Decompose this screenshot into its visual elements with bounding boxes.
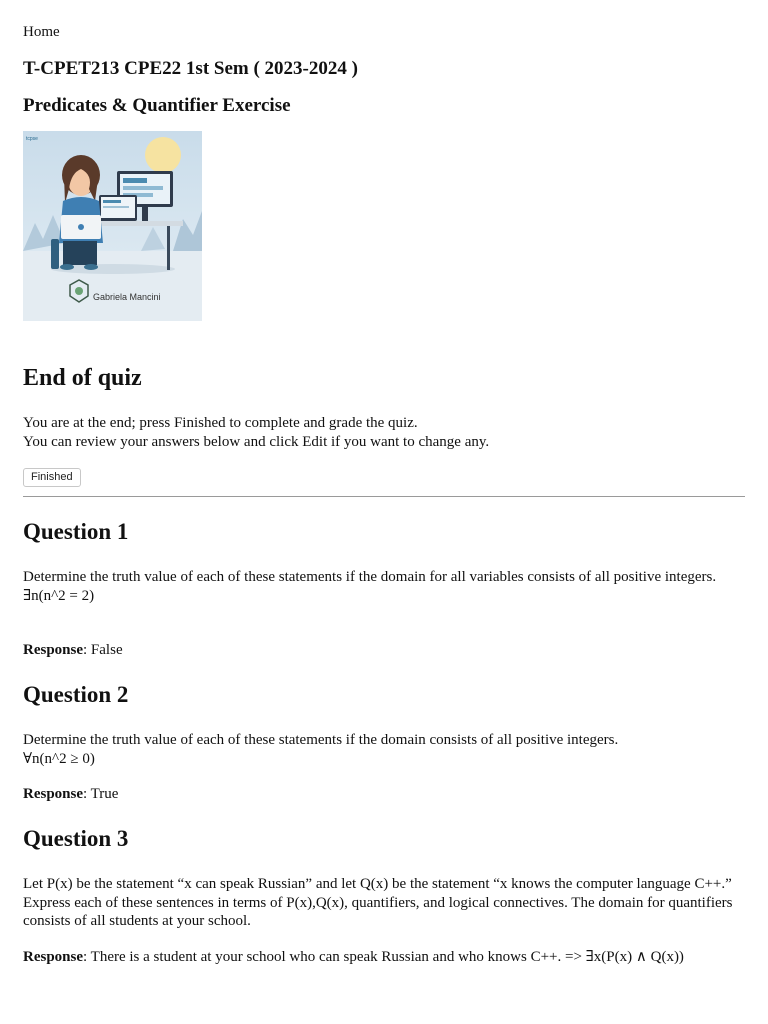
end-of-quiz-instructions [23,414,489,452]
response-label: Response [23,949,84,965]
response-label: Response [23,786,84,802]
question-2-response [23,786,763,803]
banner-author-name: Gabriela Mancini [93,292,161,302]
course-title: T-CPET213 CPE22 1st Sem ( 2023-2024 ) [23,58,358,79]
question-1-heading: Question 1 [23,519,129,544]
response-value: : There is a student at your school who can speak Russian and who knows C++. => ∃x(P(x) ∧ Q(x)) [83,949,684,965]
question-prompt: Determine the truth value of each of these statements if the domain consists of all positive integers. [23,732,619,748]
question-3-heading: Question 3 [23,826,129,851]
question-2-text [23,731,745,768]
end-of-quiz-heading: End of quiz [23,365,142,391]
question-statement: ∀n(n^2 ≥ 0) [23,750,95,767]
question-1-response [23,642,763,659]
response-value: : False [83,642,123,658]
home-link[interactable]: Home [23,24,60,40]
finished-button[interactable]: Finished [23,468,81,487]
section-divider [23,496,745,497]
question-prompt: Let P(x) be the statement “x can speak Russian” and let Q(x) be the statement “x knows the computer language C++.” Express each of these sentences in terms of P(x),Q(x), quantifiers, and logical connectives. The domain for quantifiers consists of all students at your school. [23,876,733,929]
brand-logo-text: tcpse [26,136,38,142]
course-banner-illustration [23,131,202,321]
response-value: : True [83,786,119,802]
question-2-heading: Question 2 [23,682,129,707]
response-label: Response [23,642,84,658]
question-statement: ∃n(n^2 = 2) [23,587,95,604]
activity-title: Predicates & Quantifier Exercise [23,95,291,116]
question-3-text [23,875,745,931]
question-1-text [23,568,745,605]
instruction-line: You are at the end; press Finished to complete and grade the quiz. [23,415,418,431]
question-3-response [23,947,763,966]
instruction-line: You can review your answers below and click Edit if you want to change any. [23,434,490,450]
question-prompt: Determine the truth value of each of these statements if the domain for all variables consists of all positive integers. [23,569,717,585]
